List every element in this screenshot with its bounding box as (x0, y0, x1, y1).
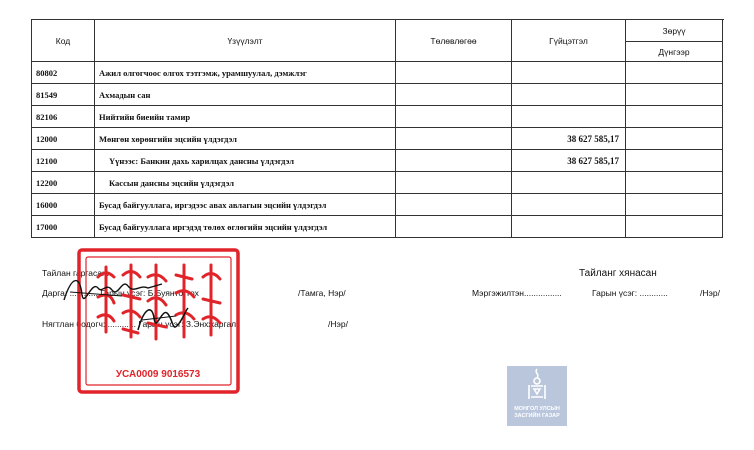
row-diff-amount (626, 172, 723, 194)
row-plan (396, 216, 512, 238)
government-logo (507, 366, 567, 426)
row-plan (396, 84, 512, 106)
row-plan (396, 172, 512, 194)
director-line: Дарга: ............ Гарын үсэг: Б.Буянтогтох (42, 288, 199, 298)
row-code: 17000 (32, 216, 95, 238)
header-amount: Дүнгээр (626, 42, 723, 62)
table-row (32, 216, 723, 238)
table-row (32, 62, 723, 84)
row-name: Кассын дансны эцсийн үлдэгдэл (95, 172, 396, 194)
row-code: 81549 (32, 84, 95, 106)
accountant-signature (132, 300, 192, 340)
accountant-line: Нягтлан бодогч: ............ Гарын үсэг: З.Энхжаргал (42, 319, 237, 329)
row-actual (512, 216, 626, 238)
header-plan: Төлөвлөгөө (396, 20, 512, 62)
director-suffix: /Тамга, Нэр/ (298, 288, 346, 298)
row-name: Үүнээс: Банкин дахь харилцах дансны үлдэгдэл (95, 150, 396, 172)
row-code: 80802 (32, 62, 95, 84)
header-code: Код (32, 20, 95, 62)
row-code: 82106 (32, 106, 95, 128)
row-diff-amount (626, 106, 723, 128)
row-actual (512, 194, 626, 216)
row-name: Бусад байгууллага, иргэдээс авах авлагын эцсийн үлдэгдэл (95, 194, 396, 216)
row-name: Бусад байгууллага иргэдэд төлөх өглөгийн эцсийн үлдэгдэл (95, 216, 396, 238)
row-plan (396, 194, 512, 216)
submitted-label: Тайлан гаргасан: (42, 268, 110, 278)
logo-line-1: МОНГОЛ УЛСЫН (514, 406, 560, 412)
table-row (32, 150, 723, 172)
row-name: Ахмадын сан (95, 84, 396, 106)
row-diff-amount (626, 194, 723, 216)
specialist-suffix: /Нэр/ (700, 288, 720, 298)
table-row (32, 194, 723, 216)
header-diff: Зөрүү (626, 20, 723, 42)
table-row (32, 84, 723, 106)
row-actual (512, 84, 626, 106)
row-plan (396, 62, 512, 84)
header-row-1 (32, 20, 723, 42)
row-code: 12100 (32, 150, 95, 172)
row-diff-amount (626, 128, 723, 150)
table-row (32, 172, 723, 194)
table-body (32, 62, 723, 238)
header-actual: Гүйцэтгэл (512, 20, 626, 62)
report-table (31, 19, 723, 238)
header-indicator: Үзүүлэлт (95, 20, 396, 62)
row-code: 12000 (32, 128, 95, 150)
row-name: Нийтийн биеийн тамир (95, 106, 396, 128)
accountant-suffix: /Нэр/ (328, 319, 348, 329)
specialist-sign: Гарын үсэг: ............ (592, 288, 668, 298)
row-code: 12200 (32, 172, 95, 194)
row-actual (512, 106, 626, 128)
logo-line-2: ЗАСГИЙН ГАЗАР (514, 413, 560, 419)
table-row (32, 106, 723, 128)
row-actual (512, 172, 626, 194)
row-plan (396, 128, 512, 150)
stamp-number: УСА0009 9016573 (115, 369, 201, 380)
row-actual (512, 62, 626, 84)
row-diff-amount (626, 150, 723, 172)
row-actual: 38 627 585,17 (512, 150, 626, 172)
row-plan (396, 106, 512, 128)
soyombo-icon (507, 366, 567, 402)
row-diff-amount (626, 62, 723, 84)
row-code: 16000 (32, 194, 95, 216)
row-name: Ажил олгогчоос олгох тэтгэмж, урамшуулал, дэмжлэг (95, 62, 396, 84)
row-name: Мөнгөн хөрөнгийн эцсийн үлдэгдэл (95, 128, 396, 150)
table-row (32, 128, 723, 150)
approved-label: Тайланг хянасан (579, 268, 657, 279)
row-diff-amount (626, 216, 723, 238)
row-actual: 38 627 585,17 (512, 128, 626, 150)
specialist-line: Мэргэжилтэн................ (472, 288, 562, 298)
row-diff-amount (626, 84, 723, 106)
row-plan (396, 150, 512, 172)
